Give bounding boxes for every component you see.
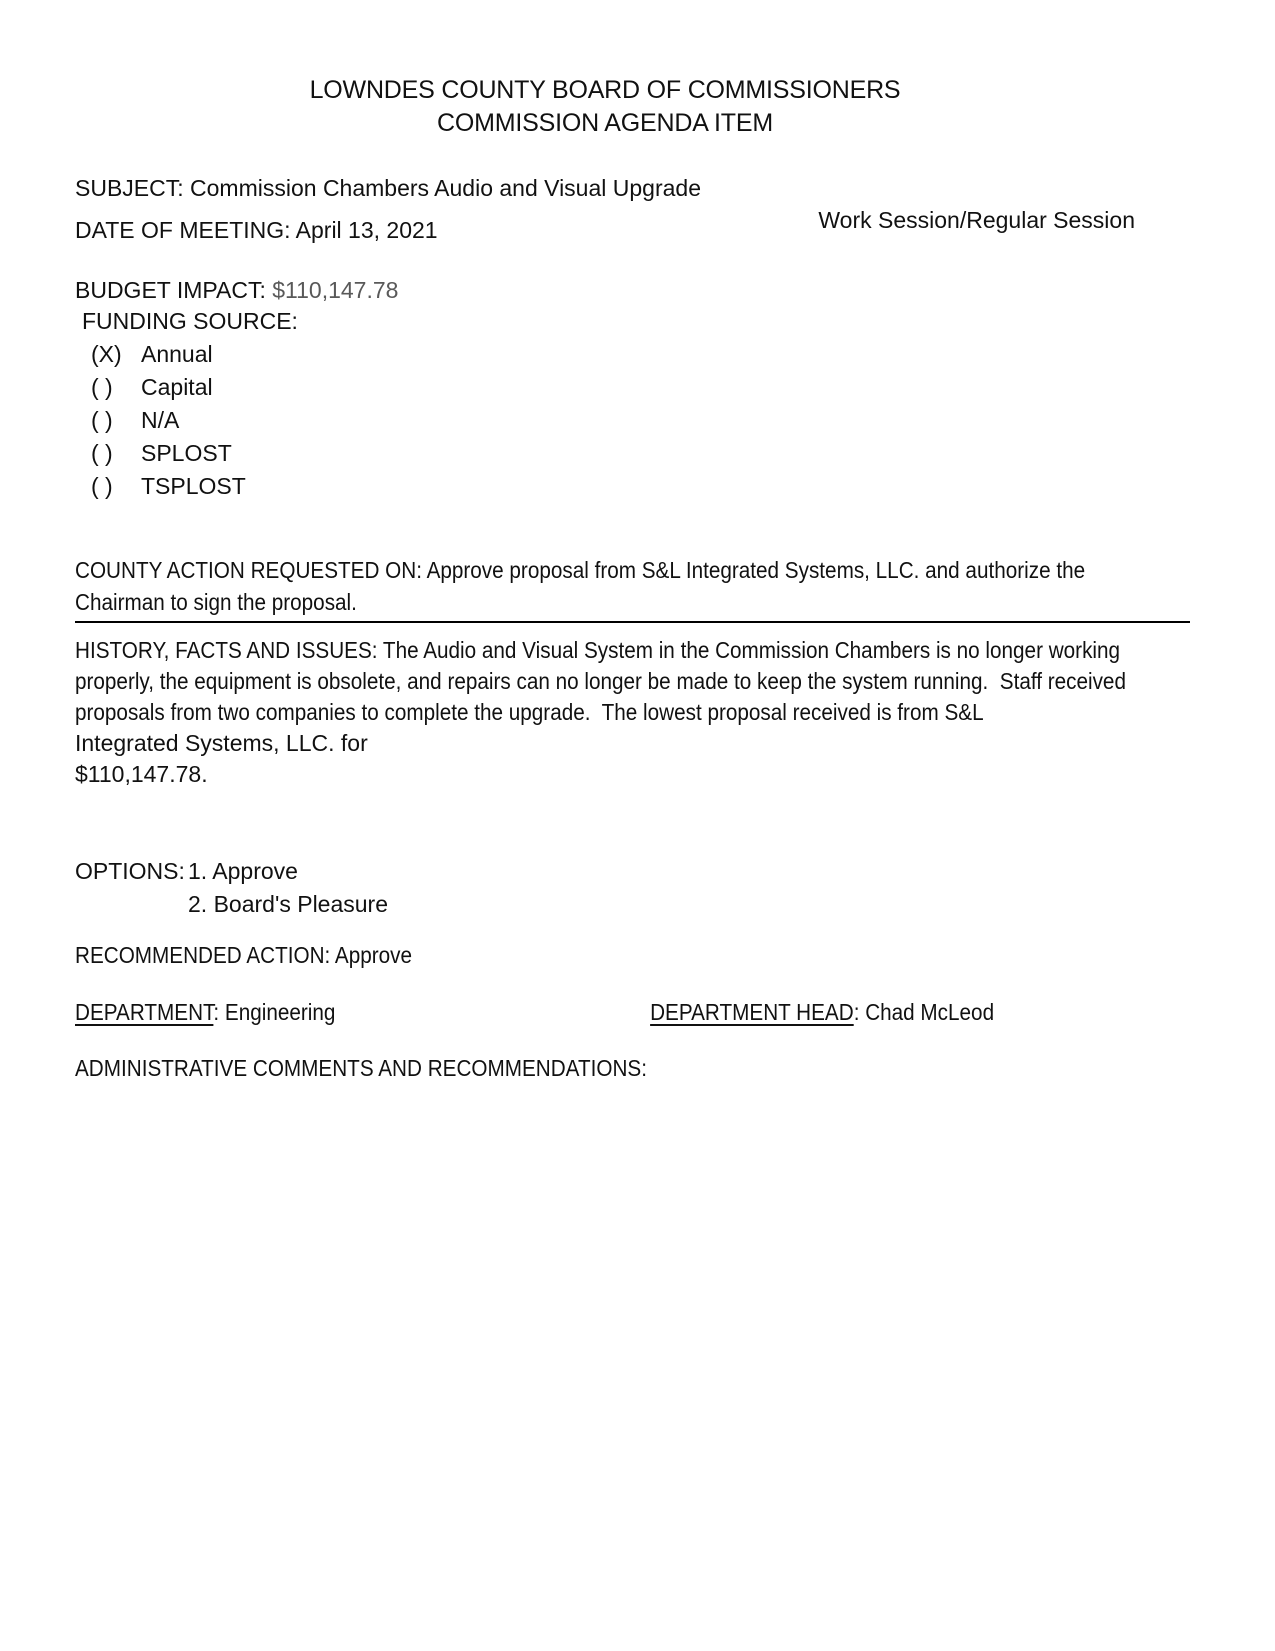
- section-divider-line: [75, 621, 1190, 623]
- funding-source-label: FUNDING SOURCE:: [82, 308, 298, 334]
- department-field: [75, 999, 335, 1025]
- funding-option-label: TSPLOST: [141, 473, 246, 499]
- recommended-action-row: [75, 940, 1029, 971]
- checkbox-mark: ( ): [91, 407, 113, 433]
- checkbox-mark: ( ): [91, 374, 113, 400]
- funding-source-list: [75, 338, 1135, 503]
- budget-impact-row: [75, 275, 1135, 306]
- budget-impact-amount: $110,147.78: [265, 277, 399, 303]
- recommended-action-label: RECOMMENDED ACTION:: [75, 942, 331, 968]
- funding-option-label: SPLOST: [141, 440, 232, 466]
- recommended-action-value: Approve: [330, 942, 413, 968]
- department-value: : Engineering: [213, 999, 336, 1025]
- history-amount: $110,147.78.: [75, 761, 208, 787]
- budget-impact-label: BUDGET IMPACT:: [75, 277, 266, 303]
- document-title: [75, 74, 1135, 140]
- funding-option-na: [75, 404, 1135, 437]
- option-item-2: 2. Board's Pleasure: [188, 891, 389, 917]
- meeting-date-row: [75, 207, 1135, 246]
- funding-option-tsplost: [75, 470, 1135, 503]
- history-paragraph-tail: Integrated Systems, LLC. for: [75, 730, 368, 756]
- checkbox-mark: (X): [91, 341, 122, 367]
- funding-option-annual: [75, 338, 1135, 371]
- options-section: [75, 855, 1135, 921]
- subject-row: [75, 173, 1135, 204]
- option-item-1: 1. Approve: [188, 858, 298, 884]
- funding-option-label: Capital: [141, 374, 213, 400]
- document-title-line1: LOWNDES COUNTY BOARD OF COMMISSIONERS: [309, 76, 901, 104]
- subject-value: Commission Chambers Audio and Visual Upgrade: [183, 175, 701, 201]
- meeting-date-label: DATE OF MEETING:: [75, 217, 291, 243]
- funding-option-label: N/A: [141, 407, 180, 433]
- department-head-field: [650, 997, 994, 1028]
- funding-option-label: Annual: [141, 341, 213, 367]
- document-title-line2: COMMISSION AGENDA ITEM: [437, 109, 773, 137]
- department-head-value: : Chad McLeod: [853, 999, 995, 1025]
- meeting-date-value: April 13, 2021: [290, 217, 438, 243]
- department-row: [75, 997, 1135, 1028]
- department-label: DEPARTMENT: [75, 999, 214, 1025]
- options-label: OPTIONS:: [75, 858, 185, 884]
- department-head-label: DEPARTMENT HEAD: [650, 999, 854, 1025]
- funding-option-splost: [75, 437, 1135, 470]
- county-action-paragraph: COUNTY ACTION REQUESTED ON: Approve proposal from S&L Integrated Systems, LLC. and authorize the Chairman to sign the proposal.: [75, 557, 1091, 615]
- subject-label: SUBJECT:: [75, 175, 184, 201]
- checkbox-mark: ( ): [91, 440, 113, 466]
- history-paragraph: HISTORY, FACTS AND ISSUES: The Audio and Visual System in the Commission Chambers is no longer working properly, the equipment is obsolete, and repairs can no longer be made to keep the system running. Staff received proposals from two companies to complete the upgrade. The lowest proposal received is from S&L: [75, 637, 1132, 725]
- checkbox-mark: ( ): [91, 473, 113, 499]
- options-list: [188, 855, 388, 921]
- funding-option-capital: [75, 371, 1135, 404]
- meeting-date: [75, 215, 438, 246]
- session-type: Work Session/Regular Session: [818, 207, 1135, 233]
- admin-comments-label: ADMINISTRATIVE COMMENTS AND RECOMMENDATIONS:: [75, 1055, 647, 1081]
